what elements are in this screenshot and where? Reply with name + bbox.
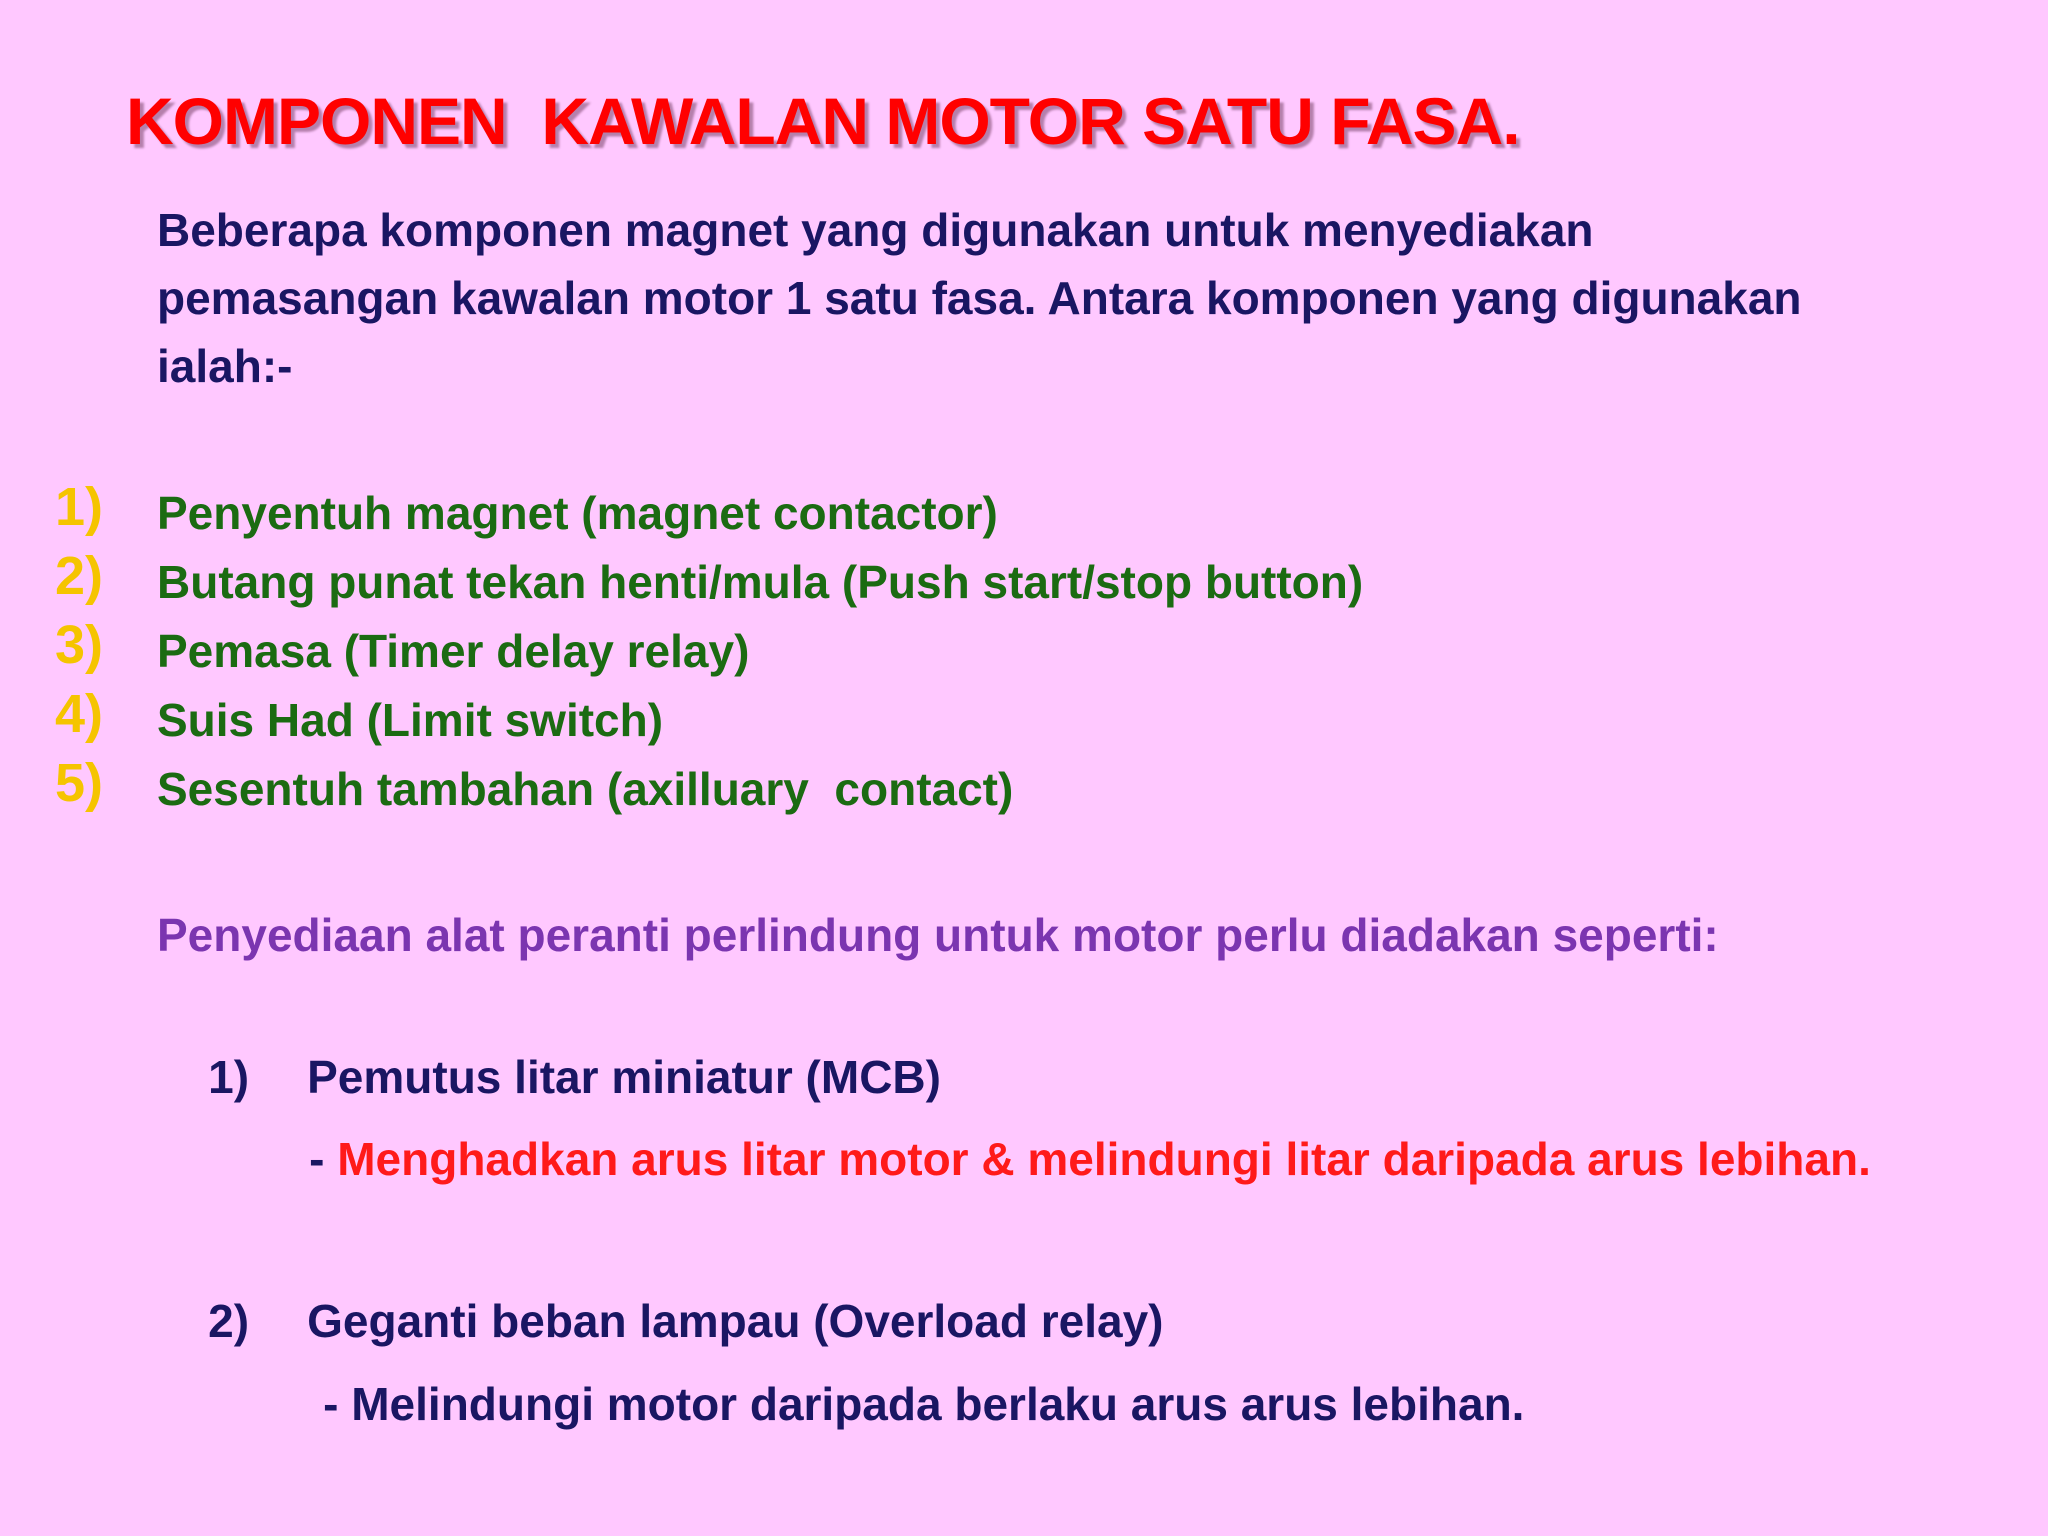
list-text: Suis Had (Limit switch): [157, 693, 664, 746]
protection-number: 1): [208, 1051, 250, 1103]
description-text: Melindungi motor daripada berlaku arus arus lebihan.: [351, 1378, 1525, 1430]
list-number: 3): [55, 614, 104, 675]
intro-paragraph: [157, 196, 1977, 400]
component-list: [55, 478, 1363, 823]
intro-line-3: ialah:-: [157, 340, 293, 392]
list-item: [55, 478, 1363, 547]
slide-title: KOMPONEN KAWALAN MOTOR SATU FASA.: [126, 84, 1520, 158]
list-number: 4): [55, 683, 104, 744]
list-number: 1): [55, 476, 104, 537]
protection-label: Pemutus litar miniatur (MCB): [307, 1051, 941, 1103]
protection-number: 2): [208, 1295, 250, 1347]
list-item: [55, 616, 1363, 685]
description-text: Menghadkan arus litar motor & melindungi litar daripada arus lebihan.: [337, 1133, 1871, 1185]
protection-label: Geganti beban lampau (Overload relay): [307, 1295, 1164, 1347]
list-number: 2): [55, 545, 104, 606]
protection-description-overload: [272, 1335, 1524, 1473]
list-text: Butang punat tekan henti/mula (Push start/stop button): [157, 555, 1364, 608]
list-number: 5): [55, 752, 104, 813]
protection-heading: Penyediaan alat peranti perlindung untuk motor perlu diadakan seperti:: [157, 909, 1719, 961]
list-text: Pemasa (Timer delay relay): [157, 624, 750, 677]
intro-line-1: Beberapa komponen magnet yang digunakan untuk menyediakan: [157, 204, 1594, 256]
list-item: [55, 754, 1363, 823]
list-text: Sesentuh tambahan (axilluary contact): [157, 762, 1014, 815]
protection-description-mcb: [258, 1090, 1871, 1228]
description-dash: -: [309, 1133, 338, 1185]
intro-line-2: pemasangan kawalan motor 1 satu fasa. Antara komponen yang digunakan: [157, 272, 1802, 324]
list-item: [55, 685, 1363, 754]
description-dash: -: [323, 1378, 352, 1430]
list-item: [55, 547, 1363, 616]
list-text: Penyentuh magnet (magnet contactor): [157, 486, 998, 539]
